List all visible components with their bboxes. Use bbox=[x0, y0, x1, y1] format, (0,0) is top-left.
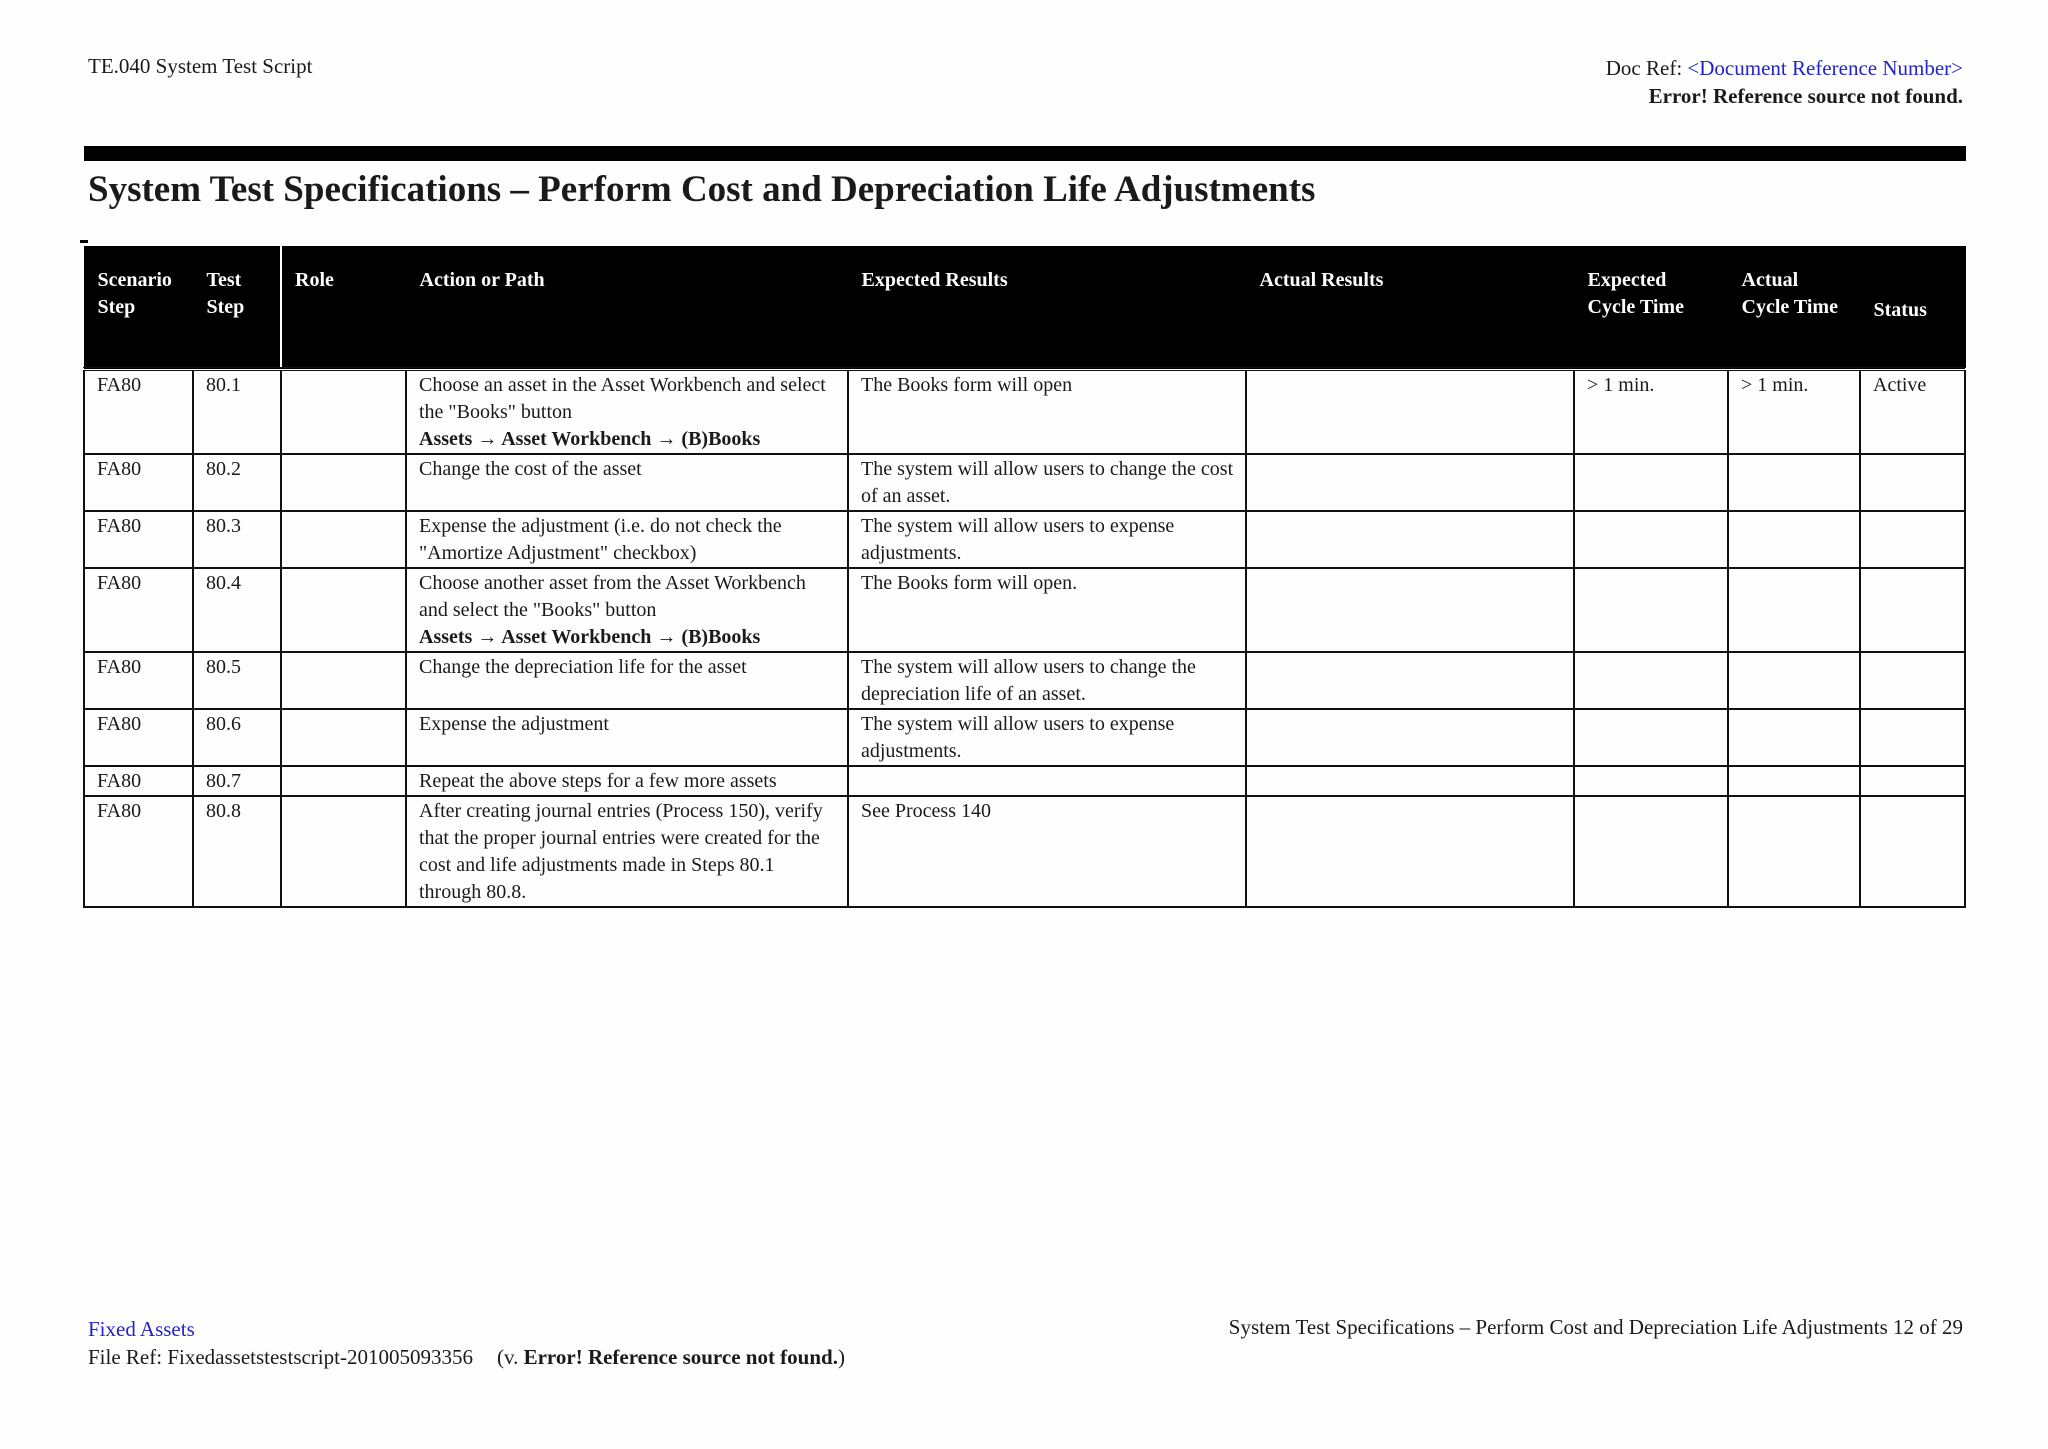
cell-expected-time bbox=[1574, 652, 1728, 709]
cell-role bbox=[281, 652, 406, 709]
cell-status bbox=[1860, 796, 1965, 907]
navigation-path: Assets → Asset Workbench → (B)Books bbox=[419, 428, 761, 450]
cell-scenario: FA80 bbox=[84, 796, 193, 907]
cell-actual-time: > 1 min. bbox=[1728, 369, 1860, 454]
col-header-action: Action or Path bbox=[406, 247, 848, 370]
cell-action bbox=[406, 568, 848, 652]
table-header-row bbox=[84, 247, 1965, 370]
cell-role bbox=[281, 796, 406, 907]
cell-scenario: FA80 bbox=[84, 568, 193, 652]
cell-step: 80.8 bbox=[193, 796, 281, 907]
doc-ref-label: Doc Ref: bbox=[1605, 56, 1688, 80]
cell-action: Change the cost of the asset bbox=[406, 454, 848, 511]
cell-step: 80.6 bbox=[193, 709, 281, 766]
cell-scenario: FA80 bbox=[84, 511, 193, 568]
cell-expected: The system will allow users to expense adjustments. bbox=[848, 511, 1246, 568]
cell-scenario: FA80 bbox=[84, 454, 193, 511]
header-error: Error! Reference source not found. bbox=[1648, 84, 1963, 108]
cell-expected-time bbox=[1574, 511, 1728, 568]
cell-step: 80.2 bbox=[193, 454, 281, 511]
footer-page-info: System Test Specifications – Perform Cost and Depreciation Life Adjustments 12 of 29 bbox=[1228, 1315, 1963, 1339]
table-row bbox=[84, 709, 1965, 766]
cell-expected: The system will allow users to change the cost of an asset. bbox=[848, 454, 1246, 511]
table-row bbox=[84, 568, 1965, 652]
cell-status bbox=[1860, 454, 1965, 511]
cell-status bbox=[1860, 709, 1965, 766]
cell-step: 80.7 bbox=[193, 766, 281, 796]
cell-action: Expense the adjustment bbox=[406, 709, 848, 766]
header-doc-name: TE.040 System Test Script bbox=[88, 54, 313, 78]
footer-file-ref: File Ref: Fixedassetstestscript-201005093356 bbox=[88, 1345, 473, 1369]
cell-step: 80.3 bbox=[193, 511, 281, 568]
cell-expected: See Process 140 bbox=[848, 796, 1246, 907]
table-row bbox=[84, 652, 1965, 709]
anchor-mark bbox=[80, 240, 88, 243]
navigation-path: Assets → Asset Workbench → (B)Books bbox=[419, 626, 761, 648]
footer-version-suffix: ) bbox=[837, 1345, 845, 1369]
cell-status: Active bbox=[1860, 369, 1965, 454]
action-text: Choose an asset in the Asset Workbench and select the "Books" button bbox=[419, 374, 826, 423]
cell-actual bbox=[1246, 796, 1574, 907]
table-row bbox=[84, 454, 1965, 511]
cell-expected-time bbox=[1574, 796, 1728, 907]
col-header-test-step: Test Step bbox=[193, 247, 281, 370]
header-doc-ref bbox=[1606, 54, 1963, 110]
cell-expected: The Books form will open. bbox=[848, 568, 1246, 652]
footer-file-ref-line bbox=[88, 1343, 845, 1371]
cell-scenario: FA80 bbox=[84, 709, 193, 766]
cell-action bbox=[406, 369, 848, 454]
cell-role bbox=[281, 766, 406, 796]
col-header-actual-results: Actual Results bbox=[1246, 247, 1574, 370]
cell-status bbox=[1860, 766, 1965, 796]
cell-actual bbox=[1246, 568, 1574, 652]
footer-version-error: Error! Reference source not found. bbox=[523, 1345, 838, 1369]
cell-actual bbox=[1246, 454, 1574, 511]
cell-actual bbox=[1246, 709, 1574, 766]
cell-status bbox=[1860, 511, 1965, 568]
cell-expected: The system will allow users to expense adjustments. bbox=[848, 709, 1246, 766]
cell-action: Expense the adjustment (i.e. do not check the "Amortize Adjustment" checkbox) bbox=[406, 511, 848, 568]
table-row bbox=[84, 766, 1965, 796]
cell-role bbox=[281, 568, 406, 652]
test-spec-table bbox=[83, 246, 1966, 908]
col-header-expected-results: Expected Results bbox=[848, 247, 1246, 370]
cell-expected: The Books form will open bbox=[848, 369, 1246, 454]
col-header-status: Status bbox=[1860, 247, 1965, 370]
cell-actual bbox=[1246, 652, 1574, 709]
cell-expected: The system will allow users to change the depreciation life of an asset. bbox=[848, 652, 1246, 709]
cell-role bbox=[281, 369, 406, 454]
header-rule bbox=[84, 146, 1966, 161]
table-row bbox=[84, 796, 1965, 907]
cell-actual-time bbox=[1728, 511, 1860, 568]
cell-step: 80.1 bbox=[193, 369, 281, 454]
page-title: System Test Specifications – Perform Cost and Depreciation Life Adjustments bbox=[88, 169, 1316, 210]
table-row bbox=[84, 511, 1965, 568]
cell-expected-time bbox=[1574, 766, 1728, 796]
cell-action: Repeat the above steps for a few more assets bbox=[406, 766, 848, 796]
cell-scenario: FA80 bbox=[84, 652, 193, 709]
cell-actual bbox=[1246, 511, 1574, 568]
cell-actual bbox=[1246, 369, 1574, 454]
cell-expected-time bbox=[1574, 568, 1728, 652]
cell-role bbox=[281, 709, 406, 766]
cell-actual-time bbox=[1728, 796, 1860, 907]
footer-left bbox=[88, 1315, 845, 1371]
cell-expected-time: > 1 min. bbox=[1574, 369, 1728, 454]
col-header-role: Role bbox=[281, 247, 406, 370]
action-text: Choose another asset from the Asset Workbench and select the "Books" button bbox=[419, 572, 806, 621]
cell-actual bbox=[1246, 766, 1574, 796]
cell-expected-time bbox=[1574, 709, 1728, 766]
cell-actual-time bbox=[1728, 766, 1860, 796]
table-row bbox=[84, 369, 1965, 454]
col-header-actual-cycle-time: Actual Cycle Time bbox=[1728, 247, 1860, 370]
cell-scenario: FA80 bbox=[84, 369, 193, 454]
cell-action: Change the depreciation life for the asset bbox=[406, 652, 848, 709]
cell-expected bbox=[848, 766, 1246, 796]
cell-step: 80.4 bbox=[193, 568, 281, 652]
cell-expected-time bbox=[1574, 454, 1728, 511]
cell-actual-time bbox=[1728, 454, 1860, 511]
cell-role bbox=[281, 511, 406, 568]
cell-scenario: FA80 bbox=[84, 766, 193, 796]
cell-actual-time bbox=[1728, 568, 1860, 652]
col-header-scenario-step: Scenario Step bbox=[84, 247, 193, 370]
footer-version-prefix: (v. bbox=[496, 1345, 524, 1369]
cell-status bbox=[1860, 652, 1965, 709]
cell-step: 80.5 bbox=[193, 652, 281, 709]
cell-status bbox=[1860, 568, 1965, 652]
cell-action: After creating journal entries (Process 150), verify that the proper journal entries were created for the cost and life adjustments made in Steps 80.1 through 80.8. bbox=[406, 796, 848, 907]
cell-role bbox=[281, 454, 406, 511]
footer-module-link[interactable]: Fixed Assets bbox=[88, 1317, 195, 1341]
doc-ref-value[interactable]: <Document Reference Number> bbox=[1687, 56, 1963, 80]
cell-actual-time bbox=[1728, 652, 1860, 709]
col-header-expected-cycle-time: Expected Cycle Time bbox=[1574, 247, 1728, 370]
cell-actual-time bbox=[1728, 709, 1860, 766]
